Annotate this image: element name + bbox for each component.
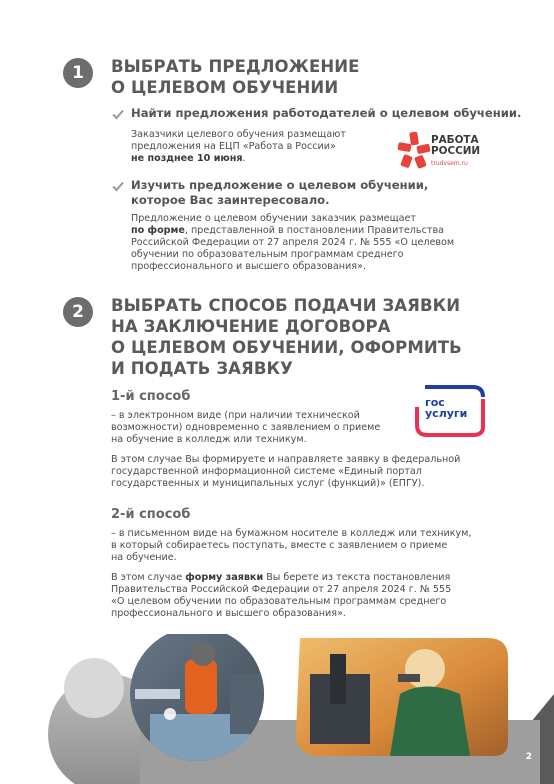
way1-details-line3: государственных и муниципальных услуг (функций)» (ЕПГУ).: [111, 478, 425, 489]
rabota-logo-text: [431, 135, 480, 157]
section2-title-line1: ВЫБРАТЬ СПОСОБ ПОДАЧИ ЗАЯВКИ: [111, 296, 461, 315]
way2-details-line1: [111, 572, 451, 584]
way2-details-rest: Вы берете из текста постановления: [263, 572, 451, 583]
para-customers: [131, 129, 346, 165]
gosuslugi-logo: [413, 383, 487, 439]
way1-details: [111, 454, 460, 490]
para-offer-form: [131, 213, 454, 273]
lab-photo: [290, 634, 520, 764]
way1-details-line1: В этом случае Вы формируете и направляете заявку в федеральной: [111, 454, 461, 465]
way2-details-line2: Правительства Российской Федерации от 27 апреля 2024 г. № 555: [111, 584, 452, 595]
para-offer-form-line5: профессионального и высшего образования».: [131, 261, 366, 272]
section2-title-line2: НА ЗАКЛЮЧЕНИЕ ДОГОВОРА: [111, 317, 391, 336]
rabota-logo-line2: РОССИИ: [431, 145, 481, 157]
bullet-find-offers: [111, 106, 521, 121]
way2-details: [111, 572, 451, 620]
step-number-2: 2: [63, 297, 93, 327]
para-offer-form-line4: обучении по образовательным программам среднего: [131, 249, 404, 260]
section2-title-line4: И ПОДАТЬ ЗАЯВКУ: [111, 359, 293, 378]
by-form-text: по форме: [131, 225, 185, 236]
way2-details-line4: профессионального и высшего образования».: [111, 608, 346, 619]
bullet-study-offer-text: [131, 178, 428, 208]
para-customers-line2: предложения на ЕЦП «Работа в России»: [131, 141, 336, 152]
bullet-study-offer: [111, 178, 428, 208]
page-number: 2: [525, 752, 532, 762]
section1-title: [111, 56, 360, 98]
rabota-rossii-logo: [397, 130, 507, 176]
para-offer-form-line1: Предложение о целевом обучении заказчик размещает: [131, 213, 416, 224]
step-number-1: 1: [63, 58, 93, 88]
para-customers-line1: Заказчики целевого обучения размещают: [131, 129, 346, 140]
check-icon: [111, 179, 125, 193]
bottom-decoration: [0, 634, 554, 784]
section1-title-line1: ВЫБРАТЬ ПРЕДЛОЖЕНИЕ: [111, 57, 360, 76]
bullet-study-offer-line1: Изучить предложение о целевом обучении,: [131, 178, 429, 192]
bullet-find-offers-text: Найти предложения работодателей о целевом обучении.: [131, 106, 522, 120]
rabota-logo-url: trudvsem.ru: [431, 160, 468, 167]
way1-title: 1-й способ: [111, 389, 191, 404]
check-icon: [111, 107, 125, 121]
gosuslugi-text-line1: гос: [425, 396, 445, 409]
deadline-text: не позднее 10 июня: [131, 153, 243, 164]
para-offer-form-line2-rest: , представленной в постановлении Правительства: [184, 225, 444, 236]
grey-circle-small: [64, 658, 124, 718]
way2-desc: [111, 528, 471, 564]
section2-title-line3: О ЦЕЛЕВОМ ОБУЧЕНИИ, ОФОРМИТЬ: [111, 338, 462, 357]
rabota-logo-line1: РАБОТА: [431, 134, 479, 146]
section2-title: [111, 295, 462, 379]
way1-desc-line3: на обучение в колледж или техникум.: [111, 434, 307, 445]
way2-details-start: В этом случае: [111, 572, 186, 583]
para-customers-line3: [131, 153, 346, 165]
section1-title-line2: О ЦЕЛЕВОМ ОБУЧЕНИИ: [111, 78, 339, 97]
rabota-star-icon: [397, 131, 431, 169]
gosuslugi-text-line2: услуги: [425, 407, 468, 420]
way2-details-line3: «О целевом обучении по образовательным программам среднего: [111, 596, 447, 607]
way1-desc: [111, 410, 380, 446]
para-customers-end: .: [242, 153, 246, 164]
way1-desc-line2: возможности) одновременно с заявлением о приеме: [111, 422, 381, 433]
para-offer-form-line2: [131, 225, 454, 237]
way2-desc-line2: в который собираетесь поступать, вместе с заявлением о приеме: [111, 540, 448, 551]
way1-details-line2: государственной информационной системе «Единый портал: [111, 466, 422, 477]
application-form-text: форму заявки: [185, 572, 264, 583]
bullet-study-offer-line2: которое Вас заинтересовало.: [131, 193, 330, 207]
way2-title: 2-й способ: [111, 507, 191, 522]
way1-desc-line1: – в электронном виде (при наличии технической: [111, 410, 360, 421]
way2-desc-line3: на обучение.: [111, 552, 177, 563]
way2-desc-line1: – в письменном виде на бумажном носителе в колледж или техникум,: [111, 528, 472, 539]
para-offer-form-line3: Российской Федерации от 27 апреля 2024 г. № 555 «О целевом: [131, 237, 455, 248]
